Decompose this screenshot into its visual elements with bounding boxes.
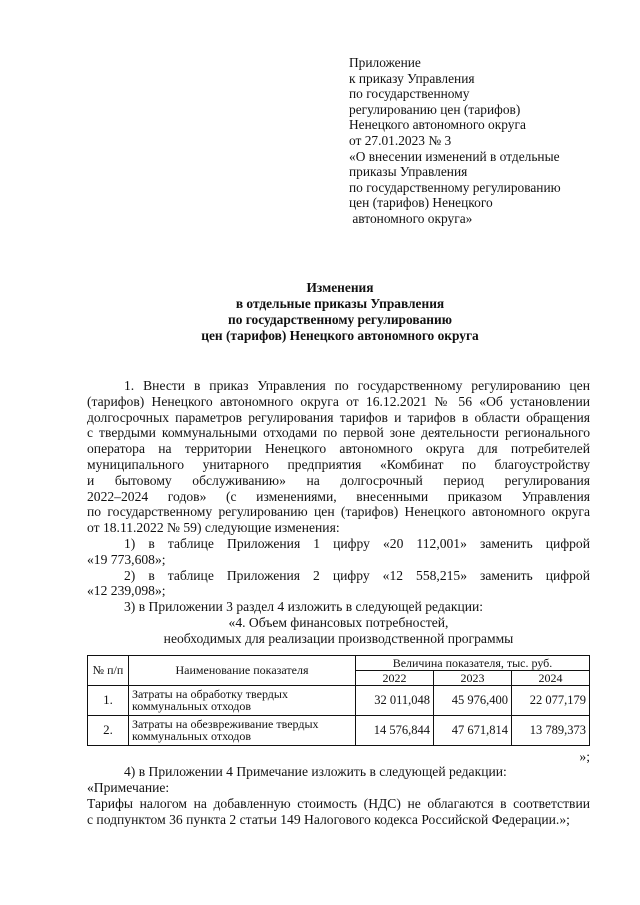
row-value: 13 789,373 <box>512 715 590 745</box>
appendix-line: Приложение <box>349 55 421 70</box>
appendix-line: Ненецкого автономного округа <box>349 117 526 133</box>
appendix-line: цен (тарифов) Ненецкого <box>349 195 493 211</box>
financial-table <box>87 655 590 746</box>
sub1-line: «19 773,608»; <box>87 551 166 567</box>
title-line: в отдельные приказы Управления <box>235 296 445 311</box>
item1-line: по государственному регулированию цен (тарифов) Ненецкого автономного округа <box>87 504 590 520</box>
sub2-line: «12 239,098»; <box>87 583 166 599</box>
sub3-line: 3) в Приложении 3 раздел 4 изложить в следующей редакции: <box>124 599 484 615</box>
col-num-header: № п/п <box>88 655 129 685</box>
note-line: с подпунктом 36 пункта 2 статьи 149 Налогового кодекса Российской Федерации.»; <box>87 811 570 827</box>
table-header-row <box>88 655 590 670</box>
row-name: Затраты на обработку твердых коммунальных отходов <box>129 685 356 715</box>
appendix-line: по государственному регулированию <box>349 179 561 195</box>
appendix-line: «О внесении изменений в отдельные <box>349 148 560 164</box>
table-row <box>88 715 590 745</box>
appendix-line: от 27.01.2023 № 3 <box>349 132 452 148</box>
item1-line: муниципального унитарного предприятия «Комбинат по благоустройству <box>87 456 590 472</box>
title-line: цен (тарифов) Ненецкого автономного округа <box>201 328 479 343</box>
row-value: 14 576,844 <box>356 715 434 745</box>
section-heading-line: необходимых для реализации производственной программы <box>163 630 514 646</box>
item1-line: долгосрочных параметров регулирования тарифов и тарифов в области обращения <box>87 409 590 425</box>
item1-line: от 18.11.2022 № 59) следующие изменения: <box>87 520 340 536</box>
row-value: 22 077,179 <box>512 685 590 715</box>
appendix-line: автономного округа» <box>349 210 473 226</box>
row-value: 47 671,814 <box>434 715 512 745</box>
title-line: Изменения <box>306 280 374 295</box>
note-line: Тарифы налогом на добавленную стоимость (НДС) не облагаются в соответствии <box>87 795 590 811</box>
row-value: 32 011,048 <box>356 685 434 715</box>
note-label: «Примечание: <box>87 780 170 796</box>
sub1-line: 1) в таблице Приложения 1 цифру «20 112,001» заменить цифрой <box>124 535 590 551</box>
document-title <box>80 280 600 344</box>
item1-line: и бытовому обслуживанию» на долгосрочный период регулирования <box>87 472 590 488</box>
section-heading-line: «4. Объем финансовых потребностей, <box>228 614 449 630</box>
col-value-header: Величина показателя, тыс. руб. <box>356 655 590 670</box>
row-num: 2. <box>88 715 129 745</box>
year-header: 2024 <box>512 670 590 685</box>
sub4-line: 4) в Приложении 4 Примечание изложить в следующей редакции: <box>124 764 507 780</box>
item1-line: (тарифов) Ненецкого автономного округа от 16.12.2021 № 56 «Об установлении <box>87 393 590 409</box>
item1-line: оператора на территории Ненецкого автономного округа для потребителей <box>87 441 590 457</box>
row-value: 45 976,400 <box>434 685 512 715</box>
table-close-quote: »; <box>579 748 590 764</box>
appendix-line: к приказу Управления <box>349 70 475 86</box>
sub2-line: 2) в таблице Приложения 2 цифру «12 558,215» заменить цифрой <box>124 567 590 583</box>
item1-line: с твердыми коммунальными отходами по первой зоне деятельности регионального <box>87 425 590 441</box>
appendix-line: по государственному <box>349 86 470 102</box>
year-header: 2022 <box>356 670 434 685</box>
row-name: Затраты на обезвреживание твердых коммунальных отходов <box>129 715 356 745</box>
row-num: 1. <box>88 685 129 715</box>
item1-line: 2022–2024 годов» (с изменениями, внесенными приказом Управления <box>87 488 590 504</box>
appendix-line: регулированию цен (тарифов) <box>349 101 521 117</box>
appendix-line: приказы Управления <box>349 164 468 180</box>
item1-line: 1. Внести в приказ Управления по государственному регулированию цен <box>124 378 590 393</box>
document-body <box>87 378 590 828</box>
title-line: по государственному регулированию <box>228 312 452 327</box>
table-row <box>88 685 590 715</box>
appendix-header <box>349 55 561 227</box>
year-header: 2023 <box>434 670 512 685</box>
col-name-header: Наименование показателя <box>129 655 356 685</box>
